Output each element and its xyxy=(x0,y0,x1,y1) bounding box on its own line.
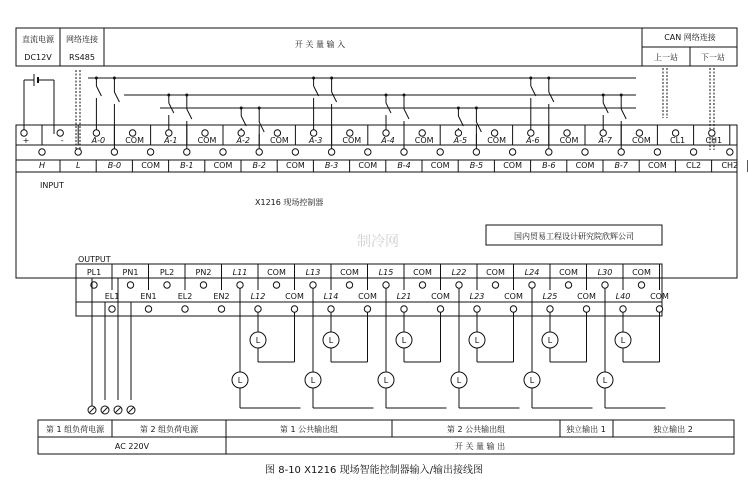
output-terminal-label-com-top-11: COM xyxy=(486,268,505,277)
input-terminal-label-com-bottom-5: COM xyxy=(213,161,233,170)
output-terminal-label-pn2-top-3: PN2 xyxy=(195,268,212,277)
switch-a-node-1 xyxy=(167,94,170,97)
output-terminal-label-l40-bottom-14: L40 xyxy=(615,292,631,301)
output-terminal-label-l12-bottom-4: L12 xyxy=(250,292,266,301)
lamp-label-a-0: L xyxy=(237,376,243,385)
switch-a-node-6 xyxy=(529,77,532,80)
group1-power-label: 第 1 组负荷电源 xyxy=(45,425,105,434)
input-terminal-label-com-bottom-15: COM xyxy=(575,161,595,170)
input-terminal-label-com-bottom-9: COM xyxy=(358,161,378,170)
output-terminal-label-el2-bottom-2: EL2 xyxy=(177,292,193,301)
input-terminal-label-b-6-bottom-14: B-6 xyxy=(542,161,556,170)
output-terminal-label-com-bottom-5: COM xyxy=(285,292,304,301)
output-terminal-label-com-top-15: COM xyxy=(632,268,651,277)
input-terminal-label-a-1-top-4: A-1 xyxy=(164,136,178,145)
input-terminal-label-com-top-17: COM xyxy=(632,136,651,145)
power-title: 直流电源 xyxy=(22,35,54,44)
switch-b-contact-2 xyxy=(259,122,264,132)
figure-caption: 图 8-10 X1216 现场智能控制器输入/输出接线图 xyxy=(265,465,483,476)
common-output-group-2: 第 2 公共输出组 xyxy=(446,425,506,434)
input-terminal-label-l-bottom-1: L xyxy=(75,161,81,170)
input-terminal-screw-bottom-17 xyxy=(654,149,660,155)
input-terminal-screw-bottom-4 xyxy=(184,149,190,155)
output-terminal-label-l21-bottom-8: L21 xyxy=(396,292,412,301)
output-terminal-label-l15-top-8: L15 xyxy=(378,268,394,277)
input-terminal-label-b-1-bottom-4: B-1 xyxy=(180,161,194,170)
lamp-label-a-5: L xyxy=(602,376,608,385)
input-terminal-screw-bottom-6 xyxy=(256,149,262,155)
output-terminal-label-pl2-top-2: PL2 xyxy=(159,268,175,277)
input-terminal-screw-bottom-13 xyxy=(509,149,515,155)
output-terminal-label-com-top-5: COM xyxy=(267,268,286,277)
switch-b-node-6 xyxy=(547,77,550,80)
independent-output-2: 独立输出 2 xyxy=(653,425,693,434)
output-terminal-label-com-top-9: COM xyxy=(413,268,432,277)
switch-b-node-5 xyxy=(475,107,478,110)
output-terminal-screw-top-10 xyxy=(456,282,462,288)
output-terminal-label-en2-bottom-3: EN2 xyxy=(213,292,230,301)
controller-box xyxy=(16,125,737,278)
input-terminal-label-sym-top-1: - xyxy=(60,136,64,145)
output-terminal-screw-bottom-12 xyxy=(547,306,553,312)
output-terminal-screw-bottom-13 xyxy=(583,306,589,312)
output-terminal-screw-bottom-0 xyxy=(109,306,115,312)
input-terminal-label-com-bottom-11: COM xyxy=(430,161,450,170)
input-terminal-label-cl2-bottom-18: CL2 xyxy=(686,161,702,170)
can-next-station: 下一站 xyxy=(701,53,725,62)
switch-b-contact-7 xyxy=(621,109,626,119)
switch-b-contact-5 xyxy=(476,122,481,132)
output-terminal-label-com-top-13: COM xyxy=(559,268,578,277)
output-terminal-label-pn1-top-1: PN1 xyxy=(122,268,139,277)
output-terminal-screw-top-14 xyxy=(602,282,608,288)
output-terminal-screw-bottom-3 xyxy=(218,306,224,312)
lamp-label-a-4: L xyxy=(529,376,535,385)
switch-a-node-5 xyxy=(457,107,460,110)
input-terminal-label-a-2-top-6: A-2 xyxy=(236,136,250,145)
input-terminal-label-b-3-bottom-8: B-3 xyxy=(324,161,339,170)
output-terminal-label-l22-top-10: L22 xyxy=(451,268,467,277)
output-terminal-label-el1-bottom-0: EL1 xyxy=(104,292,120,301)
input-terminal-label-b-7-bottom-16: B-7 xyxy=(614,161,628,170)
switch-b-node-4 xyxy=(403,94,406,97)
input-terminal-label-com-top-11: COM xyxy=(414,136,434,145)
independent-output-1: 独立输出 1 xyxy=(566,425,606,434)
output-terminal-label-com-bottom-13: COM xyxy=(577,292,596,301)
input-terminal-screw-bottom-0 xyxy=(39,149,45,155)
input-terminal-screw-bottom-12 xyxy=(473,149,479,155)
input-terminal-label-h-bottom-0: H xyxy=(38,161,46,170)
output-terminal-label-l13-top-6: L13 xyxy=(305,268,321,277)
input-terminal-label-com-top-7: COM xyxy=(270,136,289,145)
input-terminal-label-ch2-bottom-19: CH2 xyxy=(721,161,739,170)
switch-a-contact-0 xyxy=(96,86,101,96)
lamp-label-b-1: L xyxy=(328,336,334,345)
output-terminal-screw-bottom-5 xyxy=(291,306,297,312)
switch-b-contact-3 xyxy=(332,92,337,102)
output-terminal-screw-bottom-8 xyxy=(401,306,407,312)
output-terminal-screw-top-11 xyxy=(492,282,498,288)
input-terminal-label-a-5-top-12: A-5 xyxy=(453,136,468,145)
input-terminal-screw-bottom-18 xyxy=(690,149,696,155)
input-terminal-label-a-7-top-16: A-7 xyxy=(598,136,612,145)
input-terminal-label-a-4-top-10: A-4 xyxy=(381,136,395,145)
input-terminal-label-com-top-3: COM xyxy=(125,136,144,145)
input-terminal-label-com-bottom-3: COM xyxy=(141,161,160,170)
input-terminal-screw-bottom-8 xyxy=(328,149,334,155)
input-terminal-screw-bottom-3 xyxy=(147,149,153,155)
watermark: 制冷网 xyxy=(357,234,399,250)
controller-name: X1216 现场控制器 xyxy=(255,198,324,207)
input-terminal-label-b-4-bottom-10: B-4 xyxy=(397,161,411,170)
switch-b-node-1 xyxy=(185,94,188,97)
input-terminal-label-ch1-top-19: CH1 xyxy=(705,136,723,145)
input-terminal-label-com-bottom-7: COM xyxy=(286,161,305,170)
switch-b-node-7 xyxy=(620,94,623,97)
can-prev-station: 上一站 xyxy=(654,53,678,62)
output-terminal-screw-bottom-2 xyxy=(182,306,188,312)
output-terminal-screw-bottom-7 xyxy=(364,306,370,312)
input-terminal-screw-bottom-2 xyxy=(111,149,117,155)
output-terminal-screw-top-13 xyxy=(565,282,571,288)
network-title: 网络连接 xyxy=(66,35,98,44)
input-terminal-screw-bottom-1 xyxy=(75,149,81,155)
output-terminal-screw-bottom-10 xyxy=(474,306,480,312)
input-terminal-label-com-top-15: COM xyxy=(559,136,579,145)
output-terminal-screw-top-7 xyxy=(346,282,352,288)
lamp-label-a-2: L xyxy=(383,376,389,385)
output-terminal-screw-top-12 xyxy=(529,282,535,288)
output-terminal-screw-top-5 xyxy=(273,282,279,288)
input-terminal-screw-bottom-15 xyxy=(582,149,588,155)
input-terminal-label-a-6-top-14: A-6 xyxy=(526,136,540,145)
output-terminal-label-pl1-top-0: PL1 xyxy=(86,268,102,277)
output-terminal-label-l24-top-12: L24 xyxy=(524,268,540,277)
switch-input-title: 开 关 量 输 入 xyxy=(294,40,346,49)
switch-output-label: 开 关 量 输 出 xyxy=(454,442,506,451)
lamp-label-b-4: L xyxy=(547,336,553,345)
input-terminal-label-a-3-top-8: A-3 xyxy=(308,136,323,145)
switch-b-contact-0 xyxy=(114,92,119,102)
input-terminal-screw-bottom-5 xyxy=(220,149,226,155)
input-terminal-screw-bottom-19 xyxy=(727,149,733,155)
input-switch-wiring xyxy=(88,78,636,108)
network-value: RS485 xyxy=(69,53,95,62)
can-title: CAN 网络连接 xyxy=(664,33,716,42)
lamp-label-b-3: L xyxy=(474,336,480,345)
output-terminal-screw-bottom-1 xyxy=(145,306,151,312)
lamp-label-a-3: L xyxy=(456,376,462,385)
lamp-label-b-0: L xyxy=(255,336,261,345)
lamp-label-b-5: L xyxy=(620,336,626,345)
switch-b-contact-1 xyxy=(187,109,192,119)
switch-a-node-2 xyxy=(240,107,243,110)
top-header-table xyxy=(16,28,737,66)
input-terminal-screw-bottom-16 xyxy=(618,149,624,155)
output-terminal-label-l14-bottom-6: L14 xyxy=(323,292,339,301)
output-terminal-screw-bottom-11 xyxy=(510,306,516,312)
switch-a-node-4 xyxy=(385,94,388,97)
output-terminal-screw-top-1 xyxy=(127,282,133,288)
input-terminal-label-com-top-13: COM xyxy=(487,136,506,145)
output-terminal-screw-top-3 xyxy=(200,282,206,288)
output-terminal-label-com-bottom-9: COM xyxy=(431,292,450,301)
output-terminal-screw-bottom-4 xyxy=(255,306,261,312)
switch-b-node-0 xyxy=(113,77,116,80)
input-terminal-screw-bottom-10 xyxy=(401,149,407,155)
input-label: INPUT xyxy=(40,181,64,190)
output-terminal-screw-top-4 xyxy=(237,282,243,288)
switch-a-node-3 xyxy=(312,77,315,80)
output-terminal-label-com-bottom-11: COM xyxy=(504,292,523,301)
output-terminal-label-en1-bottom-1: EN1 xyxy=(140,292,157,301)
input-terminal-screw-bottom-14 xyxy=(546,149,552,155)
input-terminal-screw-bottom-7 xyxy=(292,149,298,155)
ac-voltage-label: AC 220V xyxy=(114,442,150,451)
company-name: 国内贸易工程设计研究院欣辉公司 xyxy=(514,232,634,241)
output-terminal-screw-top-15 xyxy=(638,282,644,288)
input-terminal-label-b-2-bottom-6: B-2 xyxy=(252,161,266,170)
switch-b-node-3 xyxy=(330,77,333,80)
ac-terminal-icons xyxy=(88,406,135,414)
output-terminal-label-com-bottom-15: COM xyxy=(650,292,669,301)
power-value: DC12V xyxy=(24,53,52,62)
input-terminal-label-sym-top-0: + xyxy=(22,136,30,145)
output-terminal-label-l11-top-4: L11 xyxy=(232,268,248,277)
switch-a-node-7 xyxy=(602,94,605,97)
input-terminal-label-com-bottom-13: COM xyxy=(503,161,522,170)
switch-b-node-2 xyxy=(258,107,261,110)
input-terminal-screw-bottom-11 xyxy=(437,149,443,155)
output-terminal-label-com-top-7: COM xyxy=(340,268,359,277)
output-terminal-screw-bottom-14 xyxy=(620,306,626,312)
input-terminal-label-com-top-9: COM xyxy=(342,136,362,145)
input-terminal-label-b-5-bottom-12: B-5 xyxy=(469,161,484,170)
group2-power-label: 第 2 组负荷电源 xyxy=(139,425,199,434)
output-terminal-screw-bottom-6 xyxy=(328,306,334,312)
output-terminal-label-l23-bottom-10: L23 xyxy=(469,292,485,301)
output-terminal-label-com-bottom-7: COM xyxy=(358,292,377,301)
output-label: OUTPUT xyxy=(78,255,111,264)
switch-a-node-0 xyxy=(95,77,98,80)
output-terminal-screw-bottom-15 xyxy=(656,306,662,312)
input-terminal-label-a-0-top-2: A-0 xyxy=(91,136,106,145)
can-cable-prev xyxy=(663,68,667,118)
lamp-label-b-2: L xyxy=(401,336,407,345)
input-terminal-screw-bottom-9 xyxy=(365,149,371,155)
output-terminal-label-l25-bottom-12: L25 xyxy=(542,292,558,301)
output-terminal-label-l30-top-14: L30 xyxy=(597,268,613,277)
input-terminal-label-b-0-bottom-2: B-0 xyxy=(107,161,122,170)
output-terminal-screw-top-8 xyxy=(383,282,389,288)
input-terminal-label-com-top-5: COM xyxy=(197,136,217,145)
input-terminal-label-cl1-top-18: CL1 xyxy=(670,136,686,145)
output-terminal-screw-top-9 xyxy=(419,282,425,288)
lamp-label-a-1: L xyxy=(310,376,316,385)
switch-b-contact-4 xyxy=(404,109,409,119)
output-terminal-screw-bottom-9 xyxy=(437,306,443,312)
input-terminal-label-com-bottom-17: COM xyxy=(648,161,667,170)
common-output-group-1: 第 1 公共输出组 xyxy=(279,425,339,434)
switch-b-contact-6 xyxy=(549,92,554,102)
output-terminal-screw-top-2 xyxy=(164,282,170,288)
output-terminal-screw-top-6 xyxy=(310,282,316,288)
